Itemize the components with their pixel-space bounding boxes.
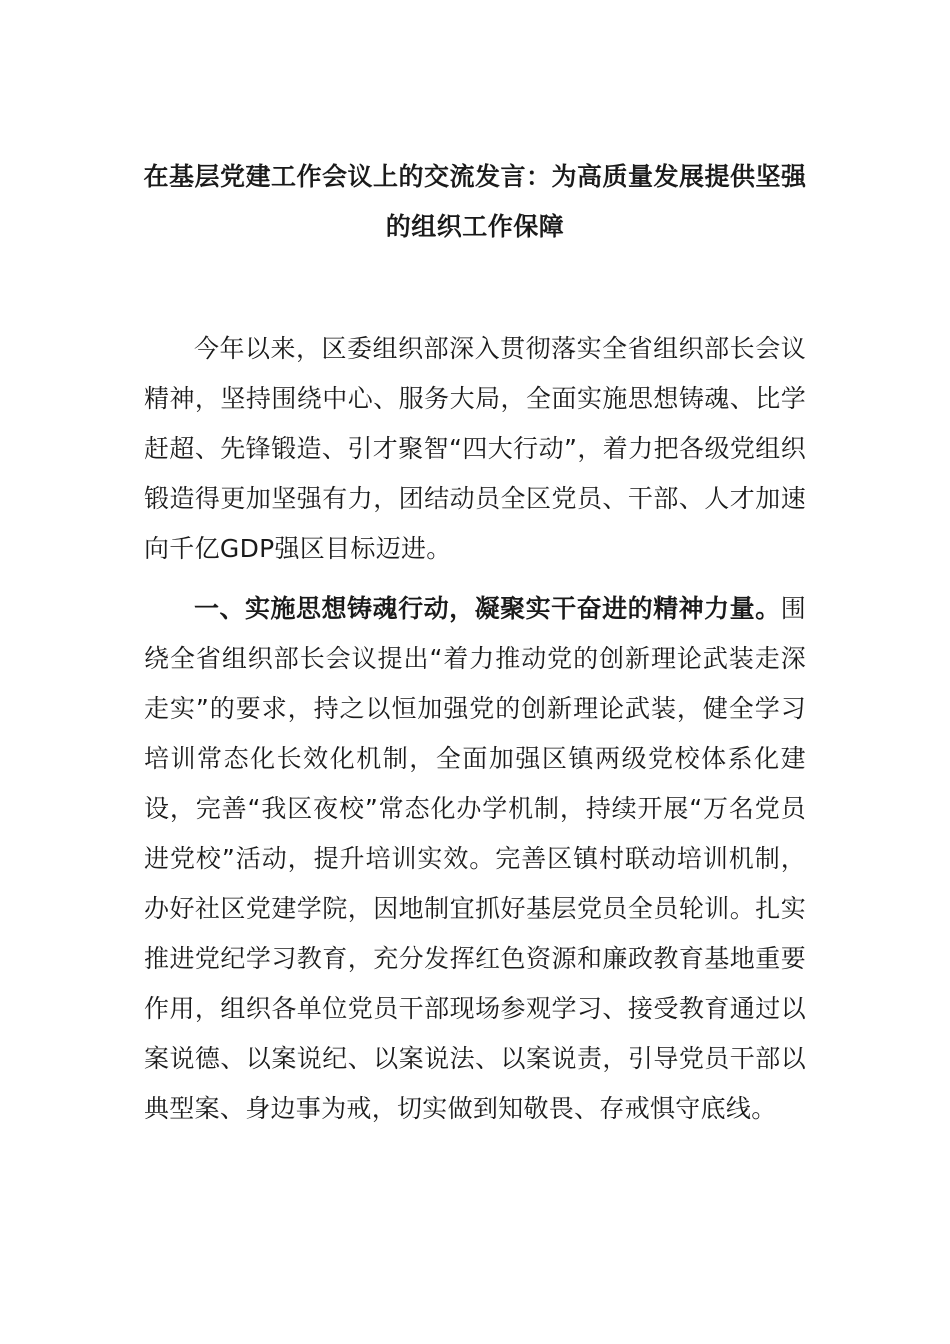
section-1-body: 围绕全省组织部长会议提出“着力推动党的创新理论武装走深走实”的要求，持之以恒加强党的创新理论武装，健全学习培训常态化长效化机制，全面加强区镇两级党校体系化建设，完善“我区夜校”常态化办学机制，持续开展“万名党员进党校”活动，提升培训实效。完善区镇村联动培训机制，办好社区党建学院，因地制宜抓好基层党员全员轮训。扎实推进党纪学习教育，充分发挥红色资源和廉政教育基地重要作用，组织各单位党员干部现场参观学习、接受教育通过以案说德、以案说纪、以案说法、以案说责，引导党员干部以典型案、身边事为戒，切实做到知敬畏、存戒惧守底线。: [144, 594, 806, 1123]
paragraph-intro: [144, 324, 806, 574]
section-1-heading: 一、实施思想铸魂行动，凝聚实干奋进的精神力量。: [194, 594, 781, 623]
document-title: 在基层党建工作会议上的交流发言：为高质量发展提供坚强的组织工作保障: [143, 162, 807, 241]
paragraph-intro-text: 今年以来，区委组织部深入贯彻落实全省组织部长会议精神，坚持围绕中心、服务大局，全面实施思想铸魂、比学赶超、先锋锻造、引才聚智“四大行动”，着力把各级党组织锻造得更加坚强有力，团结动员全区党员、干部、人才加速向千亿GDP强区目标迈进。: [144, 334, 806, 563]
paragraph-section-1: [144, 584, 806, 1134]
